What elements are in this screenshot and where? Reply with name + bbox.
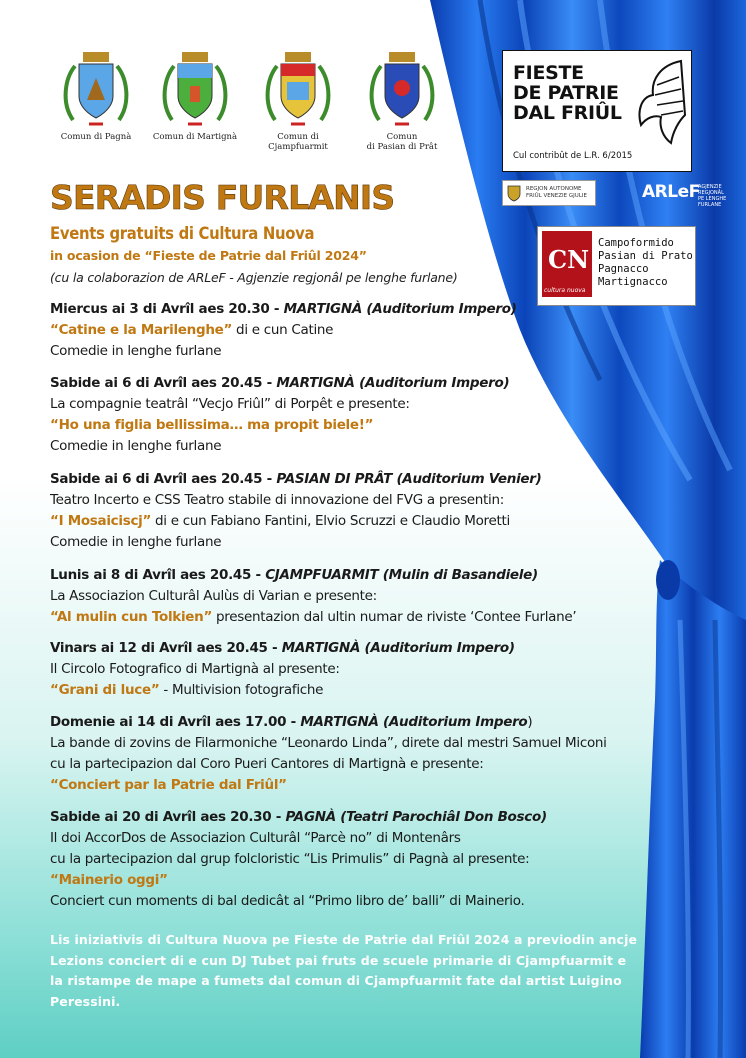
footer-line: la ristampe de mape a fumets dal comun di Cjampfuarmit fate dal artist Luigino xyxy=(50,973,622,988)
event-heading: Domenie ai 14 di Avrîl aes 17.00 - MARTIGNÀ (Auditorium Impero) xyxy=(50,714,533,730)
event-description: Il doi AccorDos de Associazion Culturâl “Parcè no” di Montenârs xyxy=(50,830,461,846)
coat-of-arms-icon xyxy=(160,48,230,128)
event-title-line xyxy=(50,320,690,341)
subtitle: Events gratuits di Cultura Nuova xyxy=(50,224,315,243)
crest-pagna xyxy=(46,48,146,142)
event-title: “Conciert par la Patrie dal Friûl” xyxy=(50,777,287,793)
event-date: Lunis ai 8 di Avrîl aes 20.45 xyxy=(50,567,252,583)
footer-note xyxy=(50,930,650,1012)
crest-label: Comun di Martignà xyxy=(152,132,238,142)
event-title: “Grani di luce” xyxy=(50,682,160,698)
event-place: MARTIGNÀ (Auditorium Impero xyxy=(300,714,528,730)
cn-places: Campoformido Pasian di Prato Pagnacco Martignacco xyxy=(598,237,693,288)
coat-of-arms-icon xyxy=(61,48,131,128)
event-place: MARTIGNÀ (Auditorium Impero) xyxy=(281,640,515,656)
crest-label-line: Comun xyxy=(386,132,418,142)
crest-label: Comun di Pagnà xyxy=(60,132,132,142)
event-title-rest: di e cun Catine xyxy=(232,322,334,338)
event-place: CJAMPFUARMIT (Mulin di Basandiele) xyxy=(265,567,538,583)
event-note: Comedie in lenghe furlane xyxy=(50,438,222,454)
event-title: “Mainerio oggi” xyxy=(50,872,168,888)
event-description: La bande di zovins de Filarmoniche “Leonardo Linda”, direte dal mestri Samuel Miconi xyxy=(50,735,607,751)
event-date: Vinars ai 12 di Avrîl aes 20.45 xyxy=(50,640,268,656)
event-description: Teatro Incerto e CSS Teatro stabile di innovazione del FVG a presentin: xyxy=(50,492,504,508)
event-description: Il Circolo Fotografico di Martignà al presente: xyxy=(50,661,340,677)
event-description: La compagnie teatrâl “Vecjo Friûl” di Porpêt e presente: xyxy=(50,396,410,412)
event-place: PAGNÀ (Teatri Parochiâl Don Bosco) xyxy=(285,809,547,825)
event-item xyxy=(50,469,690,553)
event-date: Miercus ai 3 di Avrîl aes 20.30 xyxy=(50,301,270,317)
event-date: Sabide ai 20 di Avrîl aes 20.30 xyxy=(50,809,272,825)
crest-label-line: Cjampfuarmit xyxy=(268,142,328,152)
event-item xyxy=(50,565,690,628)
event-note: Comedie in lenghe furlane xyxy=(50,343,222,359)
footer-line: Lis iniziativis di Cultura Nuova pe Fieste de Patrie dal Friûl 2024 a previodin ancje xyxy=(50,932,638,947)
event-description: La Associazion Culturâl Aulùs di Varian e presente: xyxy=(50,588,377,604)
event-title: “Ho una figlia bellissima… ma propit biele!” xyxy=(50,417,374,433)
arlef-logo: ARLeF xyxy=(642,182,700,202)
cn-mark-letters: CN xyxy=(548,245,590,274)
sponsor-logos xyxy=(502,180,727,208)
event-item xyxy=(50,712,690,796)
arlef-logo-text: AGJENZIE REGJONÂL PE LENGHE FURLANE xyxy=(698,184,727,208)
footer-line: Lezions conciert di e cun DJ Tubet pai fruts de scuele primarie di Cjampfuarmit e xyxy=(50,952,627,968)
crest-label xyxy=(248,132,348,152)
crest-pasian xyxy=(352,48,452,152)
event-date: Domenie ai 14 di Avrîl aes 17.00 xyxy=(50,714,287,730)
event-place: MARTIGNÀ (Auditorium Impero) xyxy=(276,375,510,391)
event-heading: Sabide ai 6 di Avrîl aes 20.45 - MARTIGNÀ (Auditorium Impero) xyxy=(50,375,510,391)
event-title-rest: presentazion dal ultin numar de riviste ‘Contee Furlane’ xyxy=(212,609,577,625)
event-title: “Catine e la Marilenghe” xyxy=(50,322,233,338)
coat-of-arms-icon xyxy=(367,48,437,128)
event-heading: Sabide ai 6 di Avrîl aes 20.45 - PASIAN DI PRÂT (Auditorium Venier) xyxy=(50,471,542,487)
collaboration-line: (cu la colaborazion de ARLeF - Agjenzie regjonâl pe lenghe furlane) xyxy=(50,270,458,285)
cn-mark xyxy=(542,231,592,297)
cn-mark-sub: cultura nuova xyxy=(544,287,586,294)
event-place: PASIAN DI PRÂT (Auditorium Venier) xyxy=(276,471,542,487)
event-title-rest: di e cun Fabiano Fantini, Elvio Scruzzi e Claudio Moretti xyxy=(151,513,510,529)
region-fvg-logo xyxy=(502,180,596,206)
cultura-nuova-logo xyxy=(537,226,696,306)
event-note: Conciert cun moments di bal dedicât al “Primo libro de’ balli” di Mainerio. xyxy=(50,893,525,909)
event-title: “I Mosaiciscj” xyxy=(50,513,152,529)
event-place-close: ) xyxy=(527,714,533,730)
event-date: Sabide ai 6 di Avrîl aes 20.45 xyxy=(50,471,263,487)
occasion-line: in ocasion de “Fieste de Patrie dal Friûl 2024” xyxy=(50,248,367,263)
event-description: cu la partecipazion dal grup folcloristic “Lis Primulis” di Pagnà al presente: xyxy=(50,851,530,867)
event-heading: Vinars ai 12 di Avrîl aes 20.45 - MARTIGNÀ (Auditorium Impero) xyxy=(50,640,515,656)
page-title: SERADIS FURLANIS xyxy=(50,178,395,217)
eagle-icon xyxy=(631,55,687,147)
event-title-line xyxy=(50,511,690,532)
event-title-line xyxy=(50,680,690,701)
crest-label-line: Comun di xyxy=(277,132,319,142)
event-item xyxy=(50,638,690,701)
footer-line: Peressini. xyxy=(50,993,121,1009)
event-item xyxy=(50,373,690,457)
event-heading: Miercus ai 3 di Avrîl aes 20.30 - MARTIGNÀ (Auditorium Impero) xyxy=(50,301,517,317)
brand-title: FIESTE DE PATRIE DAL FRIÛL xyxy=(513,62,622,124)
event-heading: Lunis ai 8 di Avrîl aes 20.45 - CJAMPFUARMIT (Mulin di Basandiele) xyxy=(50,567,538,583)
event-title-rest: - Multivision fotografiche xyxy=(159,682,324,698)
event-item xyxy=(50,807,690,912)
event-note: Comedie in lenghe furlane xyxy=(50,534,222,550)
event-heading: Sabide ai 20 di Avrîl aes 20.30 - PAGNÀ (Teatri Parochiâl Don Bosco) xyxy=(50,809,547,825)
event-title-line xyxy=(50,607,690,628)
event-title: “Al mulin cun Tolkien” xyxy=(50,609,213,625)
region-logo-text: REGJON AUTONOME FRIÛL VENEZIE GJULIE xyxy=(526,186,587,199)
crest-label-line: di Pasian di Prât xyxy=(366,142,438,152)
fieste-de-patrie-logo xyxy=(502,50,692,172)
coat-of-arms-icon xyxy=(263,48,333,128)
event-place: MARTIGNÀ (Auditorium Impero) xyxy=(283,301,517,317)
brand-contribution: Cul contribût de L.R. 6/2015 xyxy=(513,151,633,161)
crest-martigna xyxy=(145,48,245,142)
region-emblem-icon xyxy=(506,184,522,202)
event-date: Sabide ai 6 di Avrîl aes 20.45 xyxy=(50,375,263,391)
crest-cjampfuarmit xyxy=(248,48,348,152)
event-description: cu la partecipazion dal Coro Pueri Cantores di Martignà e presente: xyxy=(50,756,484,772)
event-item xyxy=(50,299,690,362)
crest-label xyxy=(352,132,452,152)
